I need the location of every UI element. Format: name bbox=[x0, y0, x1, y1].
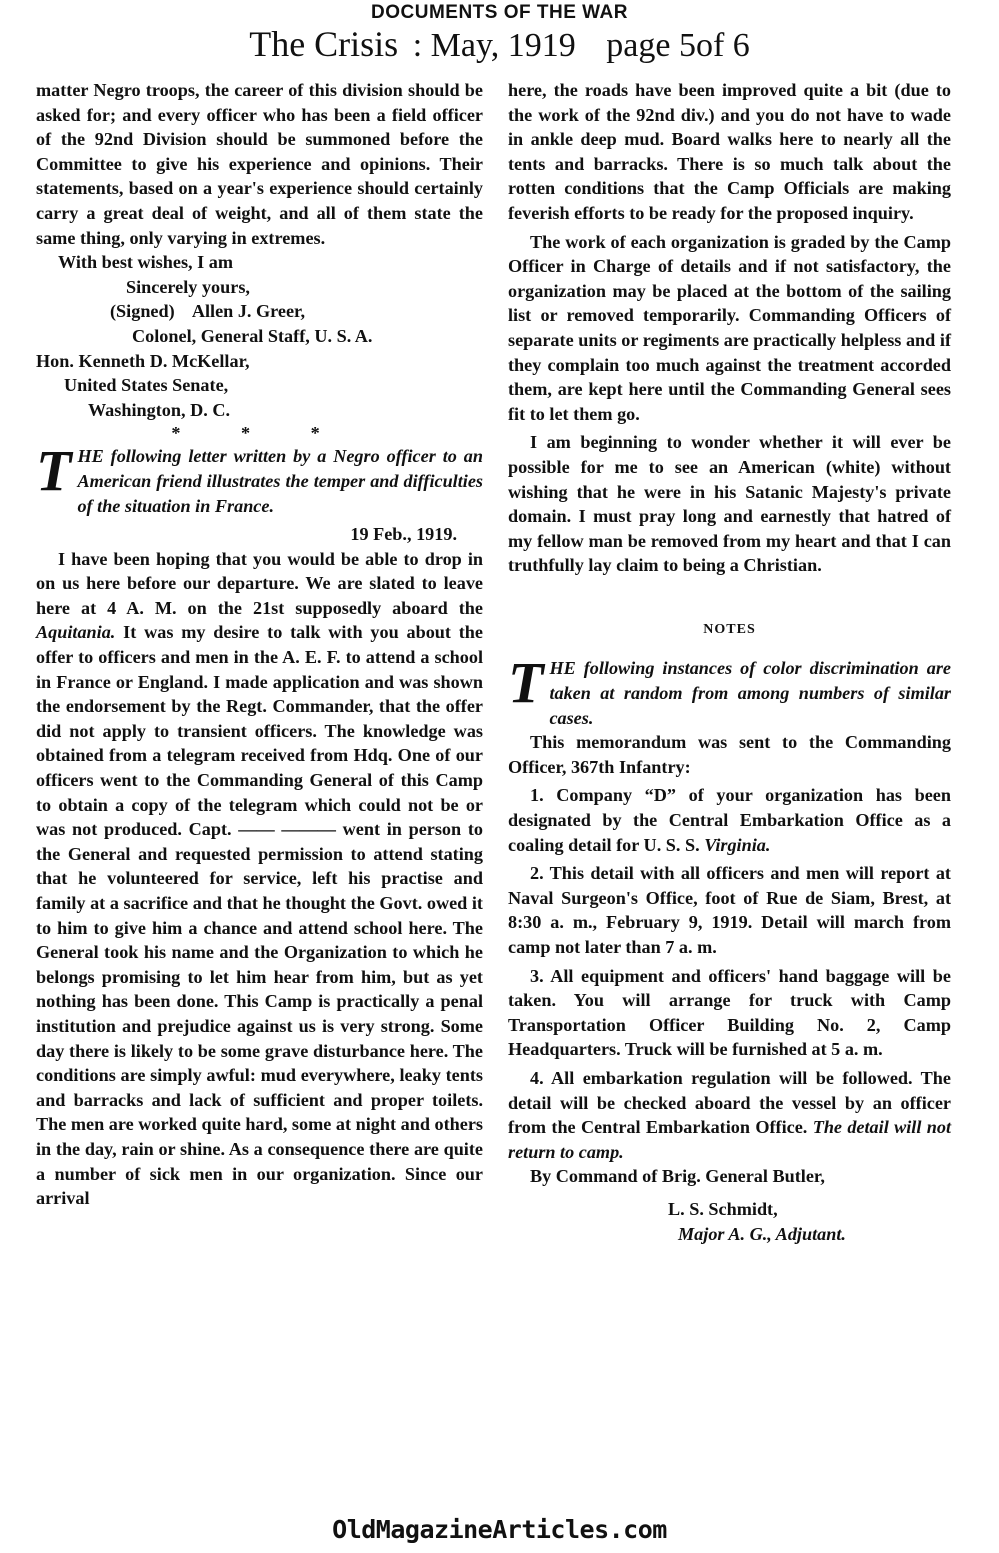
letter-paragraph-3: I am beginning to wonder whether it will ever be possible for me to see an American (white) without wishing that he were in his Satanic Majesty's private domain. I must pray long and earnestly that hatred of my fellow man be removed from my heart and that I can truthfully lay claim to being a Christian. bbox=[508, 432, 951, 576]
letter-continuation: here, the roads have been improved quite a bit (due to the work of the 92nd div.) and you do not have to wade in ankle deep mud. Board walks here to nearly all the tents and barracks. There is so much talk about the rotten conditions that the Camp Officials are making feverish efforts to be ready for the proposed inquiry. bbox=[508, 80, 951, 223]
letter-body-text-1: I have been hoping that you would be able to drop in on us here before our departure. We are slated to leave here at 4 A. M. on the 21st supposedly aboard the bbox=[36, 548, 483, 618]
memo-intro: This memorandum was sent to the Commanding Officer, 367th Infantry: bbox=[508, 732, 951, 777]
left-column bbox=[36, 78, 483, 1211]
letter-paragraph-2: The work of each organization is graded by the Camp Officer in Charge of details and if not satisfactory, the organization may be placed at the bottom of the sailing list or removed temporarily. Commanding Officers of separate units or regiments are practically helpless and if they complain too much against the treatment accorded them, are kept here until the Commanding General sees fit to let them go. bbox=[508, 231, 951, 424]
letter-body-text-2: It was my desire to talk with you about the offer to officers and men in the A. E. F. to attend a school in France or England. I made application and was shown the endorsement by the Regt. Commander, that the offer did not apply to transient officers. The knowledge was obtained from a telegram received from Hdq. One of our officers went to the Commanding General of this Camp to obtain a copy of the telegram which could not be or was not produced. Capt. —— ——— went in person to the General and requested permission to attend stating that he volunteered for service, left his practise and family at a sacrifice and that he thought the Govt. owed it to him to give him a chance and attend school here. The General took his name and the Organization to which he belongs promising to let him hear from him, but as yet nothing has been done. This Camp is practically a penal institution and prejudice against us is very strong. Some day there is likely to be some grave disturbance here. The conditions are simply awful: mud everywhere, leaky tents and barracks and lack of sufficient and proper toilets. The men are worked quite hard, some at night and others in the day, rain or shine. As a consequence there are quite a number of sick men in our organization. Since our arrival bbox=[36, 622, 483, 1209]
notes-intro-text: HE following instances of color discrimination are taken at random from among numbers of similar cases. bbox=[549, 658, 951, 728]
signer-name: L. S. Schmidt, bbox=[668, 1198, 778, 1219]
memo-item-3: 3. All equipment and officers' hand baggage will be taken. You will arrange for truck with Camp Transportation Officer Building No. 2, Camp Headquarters. Truck will be furnished at 5 a. m. bbox=[508, 965, 951, 1060]
addressee-name: Hon. Kenneth D. McKellar, bbox=[36, 350, 250, 371]
notes-intro bbox=[508, 650, 951, 730]
letter-intro bbox=[36, 438, 483, 518]
memo-item-4-text: 4. All embarkation regulation will be followed. The detail will be checked aboard the vessel by an officer from the Central Embarkation Office. bbox=[508, 1067, 951, 1138]
drop-cap: T bbox=[36, 438, 72, 504]
memo-item-4-emphasis: The detail will not return to camp. bbox=[508, 1117, 951, 1162]
letter-date: 19 Feb., 1919. bbox=[350, 524, 457, 545]
addressee-line-2: United States Senate, bbox=[64, 375, 229, 396]
drop-cap: T bbox=[508, 650, 544, 716]
memo-item-2: 2. This detail with all officers and men will report at Naval Surgeon's Office, foot of Rue de Siam, Brest, at 8:30 a. m., February 9, 1919. Detail will march from camp not later than 7 a. m. bbox=[508, 863, 951, 957]
site-footer: OldMagazineArticles.com bbox=[332, 1515, 667, 1544]
ship-name: Virginia. bbox=[704, 834, 771, 855]
letter-intro-text: HE following letter written by a Negro officer to an American friend illustrates the temper and difficulties of the situation in France. bbox=[77, 446, 483, 516]
addressee-line-3: Washington, D. C. bbox=[88, 399, 231, 420]
page-indicator: page 5of 6 bbox=[606, 27, 750, 64]
section-divider: * * * bbox=[171, 423, 348, 444]
page-header bbox=[0, 0, 999, 64]
letter-sincerely: Sincerely yours, bbox=[126, 276, 250, 297]
command-line: By Command of Brig. General Butler, bbox=[530, 1166, 825, 1187]
masthead bbox=[0, 26, 999, 64]
memo-item-1 bbox=[508, 783, 951, 857]
letter-body bbox=[36, 547, 483, 1211]
letter-signature: (Signed) Allen J. Greer, bbox=[110, 301, 306, 322]
issue-date: : May, 1919 bbox=[412, 27, 576, 64]
letter-signer-rank: Colonel, General Staff, U. S. A. bbox=[132, 325, 373, 346]
publication-title: The Crisis bbox=[249, 24, 399, 64]
section-kicker: DOCUMENTS OF THE WAR bbox=[371, 2, 628, 23]
memo-item-1-text: 1. Company “D” of your organization has been designated by the Central Embarkation Office as a coaling detail for U. S. S. bbox=[508, 785, 951, 855]
letter-closing: With best wishes, I am bbox=[58, 252, 233, 273]
ship-name: Aquitania. bbox=[36, 622, 116, 643]
letter-paragraph: matter Negro troops, the career of this division should be asked for; and every officer who has been a field officer of the 92nd Division should be summoned before the Committee to give his experience and opinions. Their statements, based on a year's experience should certainly carry a great deal of weight, and all of them state the same thing, only varying in extremes. bbox=[36, 80, 483, 248]
signer-title: Major A. G., Adjutant. bbox=[678, 1223, 846, 1244]
memo-item-4 bbox=[508, 1066, 951, 1164]
notes-heading: NOTES bbox=[703, 621, 756, 637]
right-column bbox=[508, 78, 951, 1246]
